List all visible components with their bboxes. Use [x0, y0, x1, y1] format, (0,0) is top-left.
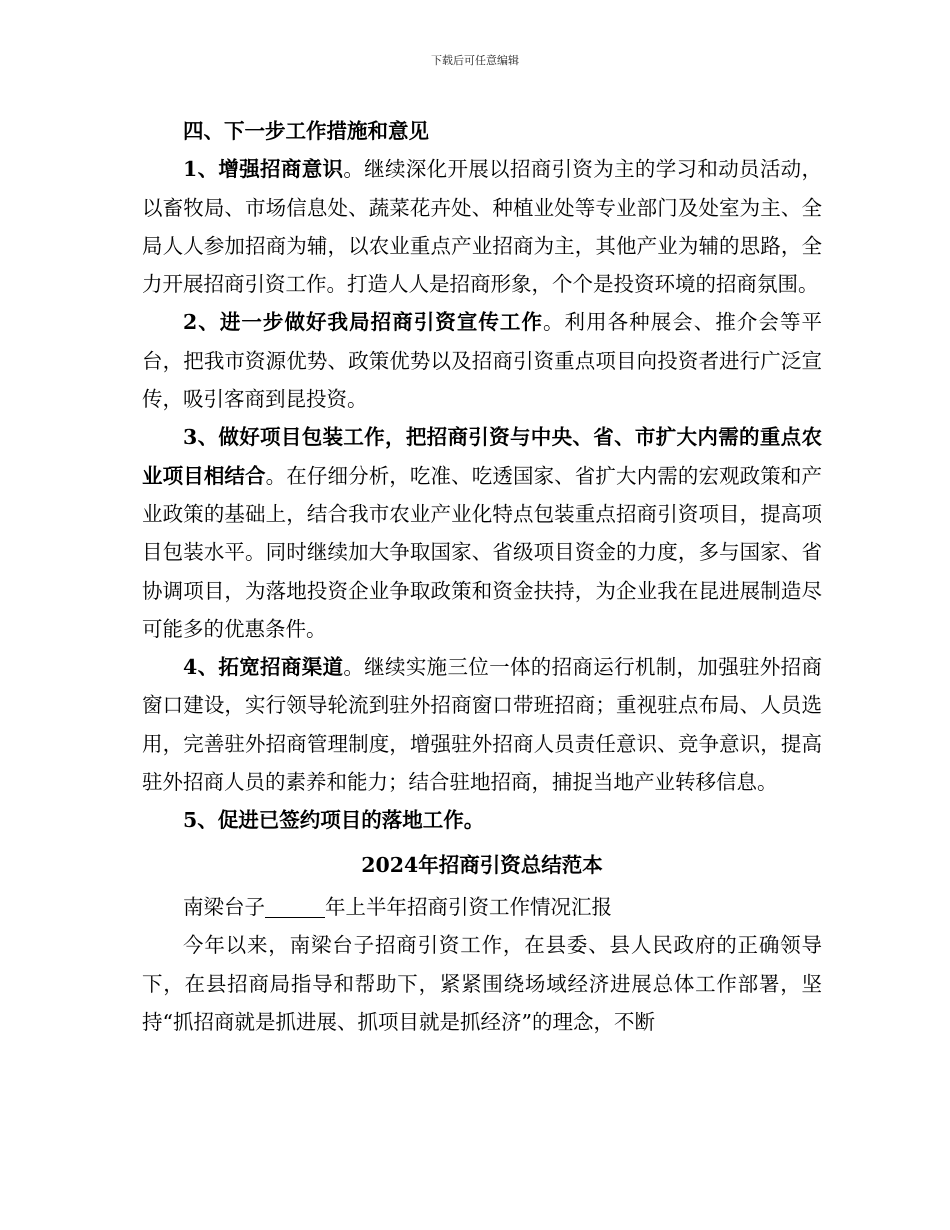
measure-item-1-lead: 1、增强招商意识 [183, 157, 344, 182]
measure-item-3-text: 。在仔细分析，吃准、吃透国家、省扩大内需的宏观政策和产业政策的基础上，结合我市农业产业化特点包装重点招商引资项目，提高项目包装水平。同时继续加大争取国家、省级项目资金的力度，多与国家、省协调项目，为落地投资企业争取政策和资金扶持，为企业我在昆进展制造尽可能多的优惠条件。 [142, 463, 822, 641]
measure-item-4 [142, 648, 822, 801]
subtitle-suffix: 年上半年招商引资工作情况汇报 [325, 894, 612, 919]
document-title: 2024年招商引资总结范本 [361, 852, 603, 877]
measure-item-3 [142, 418, 822, 648]
measure-item-1 [142, 150, 822, 303]
measure-item-2-text: 。利用各种展会、推介会等平台，把我市资源优势、政策优势以及招商引资重点项目向投资者进行广泛宣传，吸引客商到昆投资。 [142, 310, 823, 412]
measure-item-1-text: 。继续深化开展以招商引资为主的学习和动员活动，以畜牧局、市场信息处、蔬菜花卉处、种植业处等专业部门及处室为主、全局人人参加招商为辅，以农业重点产业招商为主，其他产业为辅的思路，全力开展招商引资工作。打造人人是招商形象，个个是投资环境的招商氛围。 [142, 157, 822, 297]
section-heading: 四、下一步工作措施和意见 [183, 119, 429, 143]
measure-item-4-lead: 4、拓宽招商渠道 [183, 655, 344, 680]
measure-item-2 [142, 303, 822, 418]
document-subtitle [142, 888, 822, 926]
blank-year-line [265, 895, 325, 918]
measure-item-5-lead: 5、促进已签约项目的落地工作。 [183, 808, 485, 833]
subtitle-prefix: 南梁台子 [183, 894, 265, 919]
measure-item-3-lead: 3、做好项目包装工作，把招商引资与中央、省、市扩大内需的重点农业项目相结合 [142, 425, 822, 488]
measure-item-2-lead: 2、进一步做好我局招商引资宣传工作 [183, 310, 543, 335]
measure-item-5 [142, 801, 822, 839]
document-body [142, 112, 822, 1041]
page-header-note: 下载后可任意编辑 [431, 54, 519, 67]
measure-item-4-text: 。继续实施三位一体的招商运行机制，加强驻外招商窗口建设，实行领导轮流到驻外招商窗口带班招商；重视驻点布局、人员选用，完善驻外招商管理制度，增强驻外招商人员责任意识、竞争意识，提高驻外招商人员的素养和能力；结合驻地招商，捕捉当地产业转移信息。 [142, 655, 822, 795]
document-intro-paragraph: 今年以来，南梁台子招商引资工作，在县委、县人民政府的正确领导下，在县招商局指导和帮助下，紧紧围绕场域经济进展总体工作部署，坚持“抓招商就是抓进展、抓项目就是抓经济”的理念，不断 [142, 933, 822, 1034]
